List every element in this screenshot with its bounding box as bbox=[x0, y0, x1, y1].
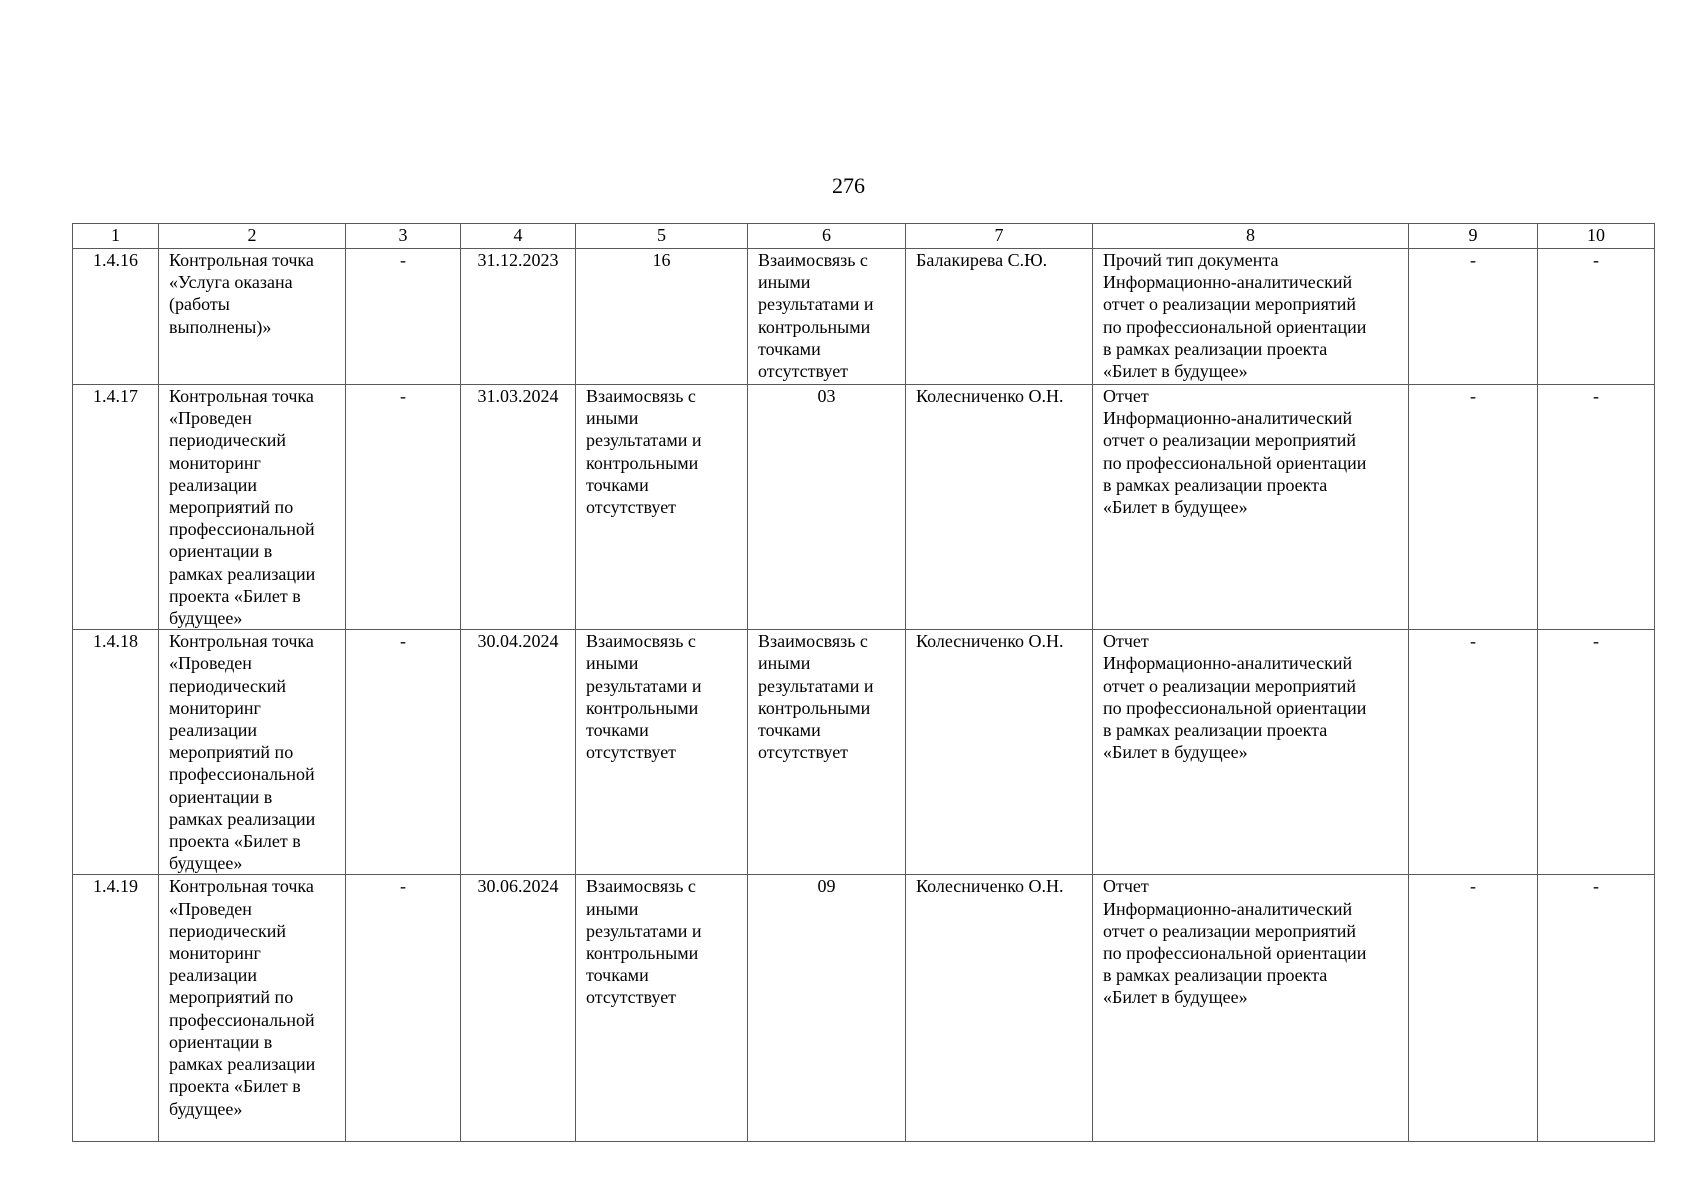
column-10-cell: - bbox=[1538, 385, 1655, 630]
document-cell: Отчет Информационно-аналитический отчет о реализации мероприятий по профессиональной ориентации в рамках реализации проекта «Билет в будущее» bbox=[1093, 875, 1409, 1142]
column-header: 6 bbox=[748, 224, 906, 249]
table-row bbox=[73, 630, 1655, 875]
row-number-cell: 1.4.16 bbox=[73, 249, 159, 385]
table-row bbox=[73, 249, 1655, 385]
date-cell: 31.03.2024 bbox=[461, 385, 576, 630]
column-3-cell: - bbox=[346, 249, 461, 385]
column-5-cell: Взаимосвязь с иными результатами и контрольными точками отсутствует bbox=[576, 385, 748, 630]
column-10-cell: - bbox=[1538, 249, 1655, 385]
column-9-cell: - bbox=[1409, 249, 1538, 385]
column-header: 9 bbox=[1409, 224, 1538, 249]
control-point-name-cell: Контрольная точка «Проведен периодический мониторинг реализации мероприятий по профессиональной ориентации в рамках реализации проекта «Билет в будущее» bbox=[159, 630, 346, 875]
column-6-cell: Взаимосвязь с иными результатами и контрольными точками отсутствует bbox=[748, 249, 906, 385]
column-header: 10 bbox=[1538, 224, 1655, 249]
column-header: 4 bbox=[461, 224, 576, 249]
control-point-name-cell: Контрольная точка «Услуга оказана (работы выполнены)» bbox=[159, 249, 346, 385]
column-9-cell: - bbox=[1409, 385, 1538, 630]
column-header: 5 bbox=[576, 224, 748, 249]
column-5-cell: Взаимосвязь с иными результатами и контрольными точками отсутствует bbox=[576, 875, 748, 1142]
column-9-cell: - bbox=[1409, 875, 1538, 1142]
document-cell: Отчет Информационно-аналитический отчет о реализации мероприятий по профессиональной ориентации в рамках реализации проекта «Билет в будущее» bbox=[1093, 385, 1409, 630]
table-header-row bbox=[73, 224, 1655, 249]
column-3-cell: - bbox=[346, 385, 461, 630]
column-header: 1 bbox=[73, 224, 159, 249]
column-10-cell: - bbox=[1538, 875, 1655, 1142]
column-header: 2 bbox=[159, 224, 346, 249]
row-number-cell: 1.4.18 bbox=[73, 630, 159, 875]
column-5-cell: 16 bbox=[576, 249, 748, 385]
column-6-cell: 03 bbox=[748, 385, 906, 630]
column-header: 7 bbox=[906, 224, 1093, 249]
row-number-cell: 1.4.17 bbox=[73, 385, 159, 630]
column-3-cell: - bbox=[346, 875, 461, 1142]
document-cell: Прочий тип документа Информационно-аналитический отчет о реализации мероприятий по профессиональной ориентации в рамках реализации проекта «Билет в будущее» bbox=[1093, 249, 1409, 385]
responsible-cell: Колесниченко О.Н. bbox=[906, 875, 1093, 1142]
responsible-cell: Балакирева С.Ю. bbox=[906, 249, 1093, 385]
column-3-cell: - bbox=[346, 630, 461, 875]
column-header: 3 bbox=[346, 224, 461, 249]
control-point-name-cell: Контрольная точка «Проведен периодический мониторинг реализации мероприятий по профессиональной ориентации в рамках реализации проекта «Билет в будущее» bbox=[159, 385, 346, 630]
column-header: 8 bbox=[1093, 224, 1409, 249]
control-point-name-cell: Контрольная точка «Проведен периодический мониторинг реализации мероприятий по профессиональной ориентации в рамках реализации проекта «Билет в будущее» bbox=[159, 875, 346, 1142]
responsible-cell: Колесниченко О.Н. bbox=[906, 385, 1093, 630]
column-10-cell: - bbox=[1538, 630, 1655, 875]
date-cell: 30.06.2024 bbox=[461, 875, 576, 1142]
document-cell: Отчет Информационно-аналитический отчет о реализации мероприятий по профессиональной ориентации в рамках реализации проекта «Билет в будущее» bbox=[1093, 630, 1409, 875]
date-cell: 31.12.2023 bbox=[461, 249, 576, 385]
column-6-cell: 09 bbox=[748, 875, 906, 1142]
date-cell: 30.04.2024 bbox=[461, 630, 576, 875]
row-number-cell: 1.4.19 bbox=[73, 875, 159, 1142]
column-9-cell: - bbox=[1409, 630, 1538, 875]
page-number: 276 bbox=[832, 173, 865, 198]
column-6-cell: Взаимосвязь с иными результатами и контрольными точками отсутствует bbox=[748, 630, 906, 875]
column-5-cell: Взаимосвязь с иными результатами и контрольными точками отсутствует bbox=[576, 630, 748, 875]
table-row bbox=[73, 385, 1655, 630]
control-points-table bbox=[72, 223, 1655, 1142]
responsible-cell: Колесниченко О.Н. bbox=[906, 630, 1093, 875]
table-row bbox=[73, 875, 1655, 1142]
